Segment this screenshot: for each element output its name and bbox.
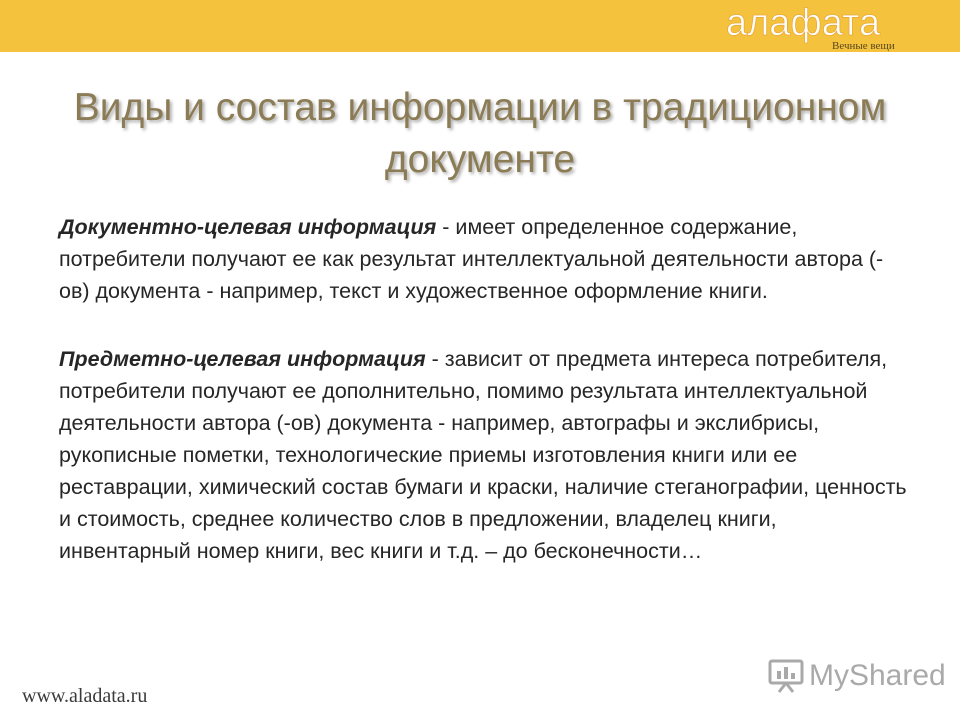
- paragraph-subject-target: [59, 343, 909, 567]
- logo-tagline: Вечные вещи: [832, 40, 895, 52]
- watermark-text: MyShared: [809, 659, 946, 692]
- title-line-2: документе: [384, 138, 576, 182]
- slide-body: [59, 211, 909, 567]
- term-subject-target: Предметно-целевая информация: [59, 347, 426, 371]
- slide-title: [40, 82, 920, 186]
- paragraph-document-target: [59, 211, 909, 307]
- title-line-1: Виды и состав информации в традиционном: [73, 86, 887, 130]
- presentation-board-icon: [767, 658, 805, 694]
- logo-wordmark: алафата: [726, 2, 881, 44]
- myshared-watermark: [767, 656, 946, 696]
- site-url: www.aladata.ru: [22, 685, 148, 707]
- definition-document-target: - имеет определенное содержание, потребители получают ее как результат интеллектуальной деятельности автора (-ов) документа - например, текст и художественное оформление книги.: [59, 215, 884, 303]
- brand-logo: [720, 2, 930, 52]
- definition-subject-target: - зависит от предмета интереса потребителя, потребители получают ее дополнительно, помимо результата интеллектуальной деятельности автора (-ов) документа - например, автографы и экслибрисы, рукописные пометки, технологические приемы изготовления книги или ее реставрации, химический состав бумаги и краски, наличие стеганографии, ценность и стоимость, среднее количество слов в предложении, владелец книги, инвентарный номер книги, вес книги и т.д. – до бесконечности…: [59, 347, 907, 563]
- term-document-target: Документно-целевая информация: [59, 215, 437, 239]
